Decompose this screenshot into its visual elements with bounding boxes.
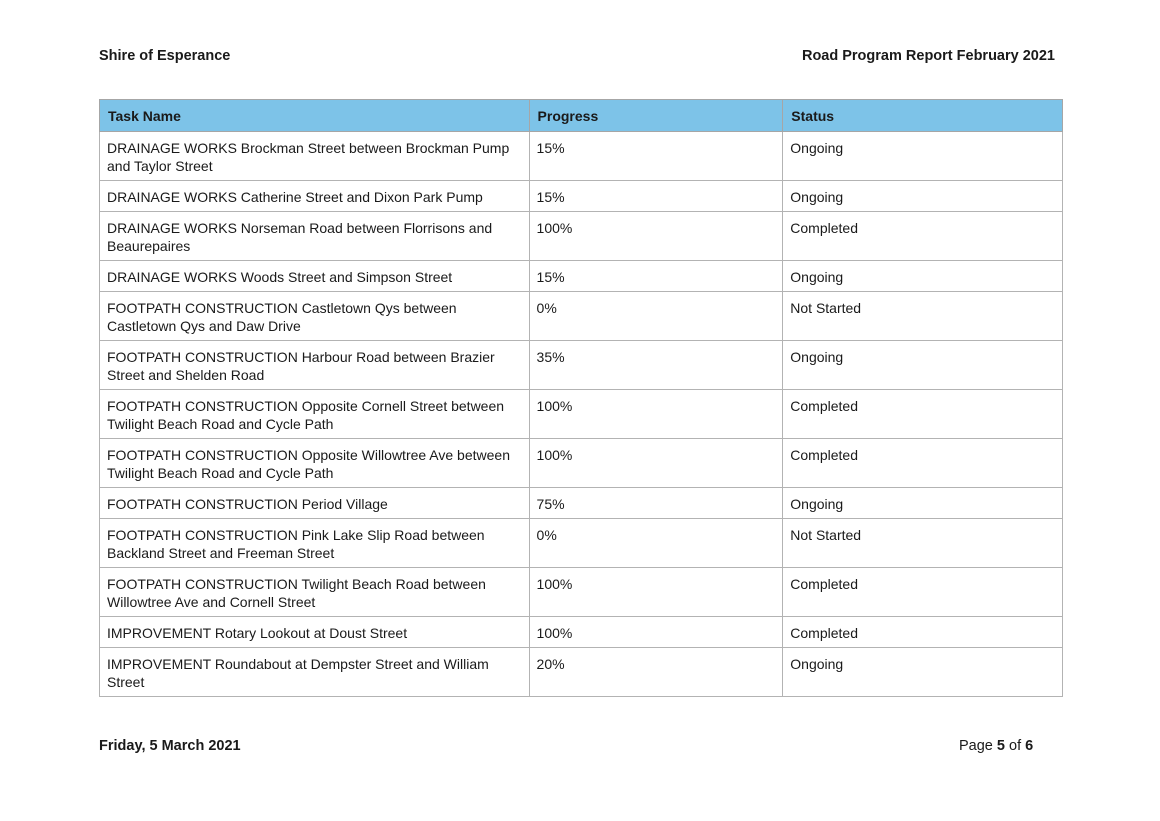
- table-row: [100, 617, 1063, 648]
- progress-cell: 100%: [529, 617, 783, 648]
- progress-cell: 100%: [529, 439, 783, 488]
- status-cell: Completed: [783, 439, 1063, 488]
- table-row: [100, 568, 1063, 617]
- task-name-cell: DRAINAGE WORKS Norseman Road between Florrisons and Beaurepaires: [100, 212, 530, 261]
- progress-cell: 35%: [529, 341, 783, 390]
- task-name-cell: FOOTPATH CONSTRUCTION Castletown Qys between Castletown Qys and Daw Drive: [100, 292, 530, 341]
- column-header-task-name: Task Name: [100, 100, 530, 132]
- task-name-cell: FOOTPATH CONSTRUCTION Opposite Cornell Street between Twilight Beach Road and Cycle Path: [100, 390, 530, 439]
- status-cell: Completed: [783, 568, 1063, 617]
- status-cell: Completed: [783, 390, 1063, 439]
- status-cell: Completed: [783, 617, 1063, 648]
- status-cell: Ongoing: [783, 132, 1063, 181]
- report-title: Road Program Report February 2021: [801, 48, 1055, 64]
- table-row: [100, 341, 1063, 390]
- task-name-cell: FOOTPATH CONSTRUCTION Twilight Beach Road between Willowtree Ave and Cornell Street: [100, 568, 530, 617]
- status-cell: Ongoing: [783, 648, 1063, 697]
- table-header-row: [100, 100, 1063, 132]
- table-row: [100, 439, 1063, 488]
- status-cell: Ongoing: [783, 181, 1063, 212]
- progress-cell: 100%: [529, 568, 783, 617]
- task-name-cell: DRAINAGE WORKS Brockman Street between Brockman Pump and Taylor Street: [100, 132, 530, 181]
- task-name-cell: FOOTPATH CONSTRUCTION Harbour Road between Brazier Street and Shelden Road: [100, 341, 530, 390]
- status-cell: Completed: [783, 212, 1063, 261]
- column-header-progress: Progress: [529, 100, 783, 132]
- task-name-cell: DRAINAGE WORKS Catherine Street and Dixon Park Pump: [100, 181, 530, 212]
- table-row: [100, 519, 1063, 568]
- task-name-cell: FOOTPATH CONSTRUCTION Opposite Willowtree Ave between Twilight Beach Road and Cycle Path: [100, 439, 530, 488]
- road-program-table: [99, 99, 1063, 697]
- task-name-cell: DRAINAGE WORKS Woods Street and Simpson Street: [100, 261, 530, 292]
- status-cell: Not Started: [783, 292, 1063, 341]
- progress-cell: 100%: [529, 212, 783, 261]
- organisation-name: Shire of Esperance: [99, 48, 231, 64]
- table-row: [100, 181, 1063, 212]
- page-current: 5: [996, 738, 1005, 754]
- task-name-cell: IMPROVEMENT Roundabout at Dempster Street and William Street: [100, 648, 530, 697]
- table-body: [100, 132, 1063, 697]
- task-name-cell: FOOTPATH CONSTRUCTION Pink Lake Slip Road between Backland Street and Freeman Street: [100, 519, 530, 568]
- column-header-status: Status: [783, 100, 1063, 132]
- table-row: [100, 648, 1063, 697]
- progress-cell: 15%: [529, 261, 783, 292]
- table-row: [100, 488, 1063, 519]
- page-of: of: [1009, 738, 1022, 754]
- report-date: Friday, 5 March 2021: [99, 738, 241, 754]
- progress-cell: 0%: [529, 519, 783, 568]
- status-cell: Ongoing: [783, 341, 1063, 390]
- progress-cell: 0%: [529, 292, 783, 341]
- table-row: [100, 390, 1063, 439]
- page-word: Page: [959, 738, 993, 754]
- table-row: [100, 292, 1063, 341]
- table-row: [100, 132, 1063, 181]
- progress-cell: 20%: [529, 648, 783, 697]
- status-cell: Ongoing: [783, 488, 1063, 519]
- table-row: [100, 261, 1063, 292]
- table-row: [100, 212, 1063, 261]
- task-name-cell: IMPROVEMENT Rotary Lookout at Doust Street: [100, 617, 530, 648]
- task-name-cell: FOOTPATH CONSTRUCTION Period Village: [100, 488, 530, 519]
- progress-cell: 15%: [529, 181, 783, 212]
- page-total: 6: [1025, 738, 1034, 754]
- progress-cell: 15%: [529, 132, 783, 181]
- status-cell: Ongoing: [783, 261, 1063, 292]
- status-cell: Not Started: [783, 519, 1063, 568]
- progress-cell: 100%: [529, 390, 783, 439]
- progress-cell: 75%: [529, 488, 783, 519]
- page-number: [959, 738, 1033, 754]
